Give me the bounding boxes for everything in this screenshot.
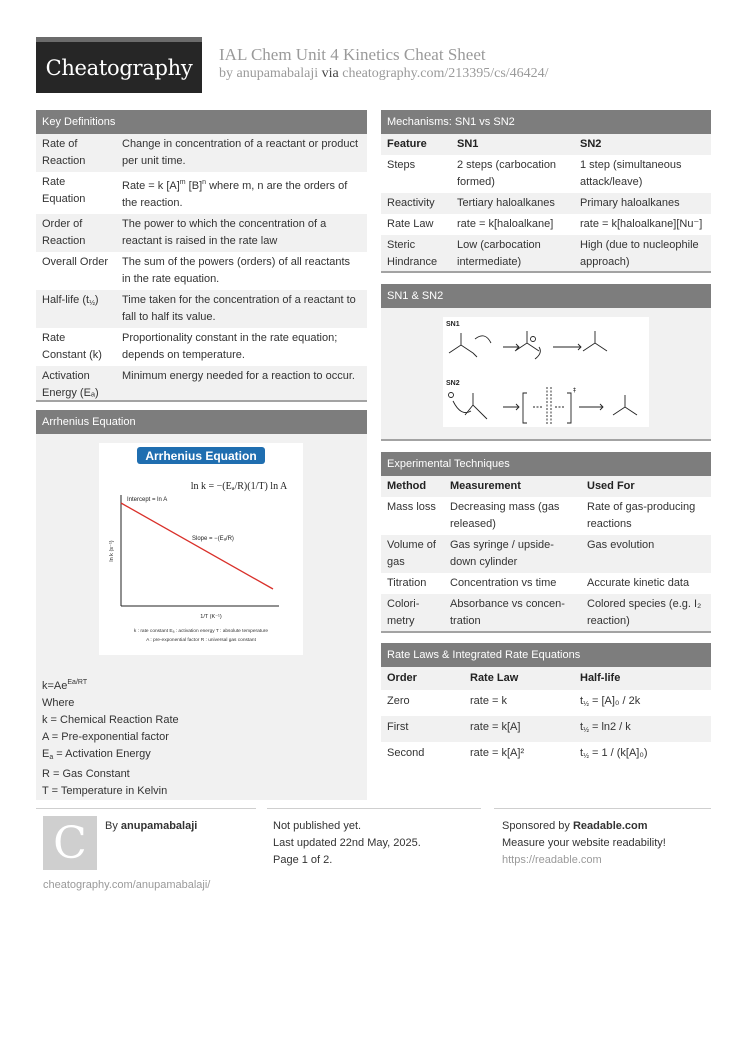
term-sub: ½ bbox=[89, 300, 95, 307]
via-text: via bbox=[321, 66, 339, 81]
rate-laws-table bbox=[381, 667, 711, 768]
table-cell bbox=[574, 690, 711, 716]
table-cell: 2 steps (carbocation formed) bbox=[457, 159, 557, 188]
table-row bbox=[381, 690, 711, 716]
table-cell: Rate of gas-producing reactions bbox=[587, 501, 696, 530]
sn1-arrow-1 bbox=[503, 344, 519, 350]
cheatography-logo[interactable] bbox=[36, 37, 202, 93]
table-cell: rate = k[haloalkane][Nu⁻] bbox=[580, 218, 703, 230]
table-cell: Second bbox=[387, 747, 425, 759]
table-cell: Mass loss bbox=[387, 501, 436, 513]
ts-bracket-left bbox=[523, 393, 527, 423]
sponsor-link[interactable]: Readable.com bbox=[572, 820, 648, 832]
half-life-expr: = ln2 / k bbox=[591, 721, 631, 733]
table-cell bbox=[574, 742, 711, 768]
half-sub: ½ bbox=[583, 727, 589, 734]
experimental-title: Experimental Techniques bbox=[381, 452, 711, 476]
footer-author bbox=[105, 818, 197, 835]
column-header: Used For bbox=[587, 480, 635, 492]
arrhenius-figure bbox=[99, 443, 303, 655]
table-row bbox=[381, 573, 711, 594]
table-row bbox=[381, 214, 711, 235]
table-row bbox=[381, 235, 711, 273]
arrhenius-panel bbox=[36, 410, 367, 799]
ts-bracket-right bbox=[567, 393, 571, 423]
table-cell: Decreasing mass (gas released) bbox=[450, 501, 560, 530]
footer-author-link[interactable]: anupamabalaji bbox=[120, 820, 198, 832]
definition: The power to which the concentration of a reactant is raised in the rate law bbox=[122, 218, 327, 247]
sn-diagram-panel bbox=[381, 284, 711, 441]
column-header: SN1 bbox=[457, 138, 479, 150]
experimental-panel bbox=[381, 452, 711, 633]
ea-symbol: E bbox=[42, 748, 50, 760]
sn1-curly-arrow bbox=[475, 336, 491, 343]
table-cell: Colori-metry bbox=[387, 598, 420, 627]
definition bbox=[116, 172, 367, 214]
ea-subscript: a bbox=[49, 754, 54, 761]
table-cell bbox=[574, 716, 711, 742]
table-header-row bbox=[381, 476, 711, 497]
mechanisms-table bbox=[381, 134, 711, 273]
transition-state bbox=[533, 387, 565, 425]
nucleophile-charge bbox=[449, 393, 454, 398]
column-header: SN2 bbox=[580, 138, 602, 150]
ts-mark: ‡ bbox=[573, 387, 576, 394]
table-cell: Titration bbox=[387, 577, 427, 589]
table-row bbox=[36, 328, 367, 366]
column-header: Half-life bbox=[580, 672, 621, 684]
table-cell: High (due to nucleophile approach) bbox=[580, 239, 699, 268]
y-axis-label: ln k (s⁻¹) bbox=[109, 540, 115, 562]
table-cell: rate = k[A] bbox=[470, 721, 521, 733]
half-sub: ½ bbox=[583, 701, 589, 708]
half-life-expr: = 1 / (k[A]₀) bbox=[591, 747, 648, 759]
definition-line: T = Temperature in Kelvin bbox=[42, 785, 168, 797]
column-header: Feature bbox=[387, 138, 427, 150]
table-cell: rate = k[haloalkane] bbox=[457, 218, 554, 230]
table-row bbox=[381, 742, 711, 768]
table-cell: Primary haloalkanes bbox=[580, 197, 680, 209]
def-part: [B] bbox=[185, 180, 203, 192]
sn1-product bbox=[583, 331, 607, 351]
table-row bbox=[381, 716, 711, 742]
where-label: Where bbox=[42, 697, 75, 709]
definition-line bbox=[42, 746, 361, 766]
definition-line: R = Gas Constant bbox=[42, 768, 130, 780]
table-header-row bbox=[381, 667, 711, 690]
trend-line bbox=[121, 503, 273, 589]
formula-exponent: Ea/RT bbox=[67, 679, 88, 686]
term bbox=[36, 290, 116, 328]
t-symbol: t bbox=[580, 721, 584, 733]
column-header: Measurement bbox=[450, 480, 521, 492]
plus-charge bbox=[531, 337, 536, 342]
table-cell: Low (carbocation intermediate) bbox=[457, 239, 541, 268]
legend-line-2: A : pre-exponential factor R : universal gas constant bbox=[146, 638, 256, 643]
mechanisms-panel bbox=[381, 110, 711, 273]
term: Rate of Reaction bbox=[42, 138, 86, 167]
mechanisms-title: Mechanisms: SN1 vs SN2 bbox=[381, 110, 711, 134]
table-cell: Rate Law bbox=[387, 218, 434, 230]
rate-laws-panel bbox=[381, 643, 711, 760]
table-row bbox=[36, 290, 367, 328]
column-header: Method bbox=[387, 480, 427, 492]
footer-divider bbox=[36, 808, 256, 809]
table-cell: Zero bbox=[387, 695, 410, 707]
by-text: By bbox=[105, 820, 118, 832]
arrhenius-plot bbox=[99, 443, 303, 655]
logo-text: Cheatography bbox=[45, 55, 193, 80]
arrhenius-notes bbox=[36, 668, 367, 800]
table-cell: 1 step (simultaneous attack/leave) bbox=[580, 159, 682, 188]
table-row bbox=[381, 193, 711, 214]
avatar-letter: C bbox=[53, 817, 87, 869]
key-definitions-panel bbox=[36, 110, 367, 402]
table-cell: Volume of gas bbox=[387, 539, 436, 568]
table-row bbox=[36, 214, 367, 252]
sn2-arrow-1 bbox=[503, 404, 519, 410]
term-part: ) bbox=[94, 294, 99, 306]
term: Overall Order bbox=[42, 256, 109, 268]
arrhenius-title: Arrhenius Equation bbox=[36, 410, 367, 434]
table-row bbox=[36, 366, 367, 404]
t-symbol: t bbox=[580, 695, 584, 707]
table-row bbox=[381, 155, 711, 193]
half-life-expr: = [A]₀ / 2k bbox=[591, 695, 641, 707]
sn-mechanism-drawing bbox=[443, 317, 649, 427]
definition: Proportionality constant in the rate equation; depends on temperature. bbox=[122, 332, 338, 361]
term: Order of Reaction bbox=[42, 218, 86, 247]
legend-line-1: k : rate constant Eₐ : activation energy T : absolute temperature bbox=[133, 629, 269, 634]
ea-text: = Activation Energy bbox=[53, 748, 151, 760]
sponsor-prefix: Sponsored by bbox=[502, 820, 570, 832]
footer-divider bbox=[267, 808, 481, 809]
x-axis-label: 1/T (K⁻¹) bbox=[200, 614, 222, 620]
t-symbol: t bbox=[580, 747, 584, 759]
slope-label: Slope = −(Eₐ/R) bbox=[192, 536, 234, 542]
formula-base: k=Ae bbox=[42, 680, 68, 692]
sponsor-url-link[interactable]: https://readable.com bbox=[502, 854, 602, 866]
table-header-row bbox=[381, 134, 711, 155]
sponsor-line bbox=[502, 818, 666, 835]
sn2-reactant bbox=[465, 393, 487, 419]
formula-text: ln k = −(Eₐ/R)(1/T) ln A bbox=[190, 481, 288, 492]
exponent-m: m bbox=[179, 179, 186, 186]
def-part: Rate = k [A] bbox=[122, 180, 180, 192]
definition: Minimum energy needed for a reaction to occur. bbox=[122, 370, 355, 382]
definition: Change in concentration of a reactant or product per unit time. bbox=[122, 138, 359, 167]
term: Activation Energy (Eₐ) bbox=[42, 370, 99, 399]
footer-status bbox=[273, 818, 421, 869]
banner-text: Arrhenius Equation bbox=[145, 449, 257, 463]
rate-laws-title: Rate Laws & Integrated Rate Equations bbox=[381, 643, 711, 667]
table-cell: Gas evolution bbox=[587, 539, 655, 551]
table-cell: Concentration vs time bbox=[450, 577, 557, 589]
term: Rate Constant (k) bbox=[42, 332, 102, 361]
publish-status: Not published yet. bbox=[273, 820, 362, 832]
definition: Time taken for the concentration of a reactant to fall to half its value. bbox=[122, 294, 356, 323]
table-cell: Colored species (e.g. I₂ reaction) bbox=[587, 598, 702, 627]
half-sub: ½ bbox=[583, 753, 589, 760]
sn2-label: SN2 bbox=[446, 380, 460, 387]
footer-divider bbox=[494, 808, 711, 809]
footer-sponsor bbox=[502, 818, 666, 869]
table-cell: Steric Hindrance bbox=[387, 239, 438, 268]
definition-line: k = Chemical Reaction Rate bbox=[42, 714, 179, 726]
table-cell: First bbox=[387, 721, 409, 733]
sn1-reactant bbox=[449, 333, 477, 357]
page-number: Page 1 of 2. bbox=[273, 854, 333, 866]
definition: The sum of the powers (orders) of all reactants in the rate equation. bbox=[122, 256, 351, 285]
page-title: IAL Chem Unit 4 Kinetics Cheat Sheet bbox=[219, 45, 486, 64]
table-row bbox=[381, 535, 711, 573]
footer-profile-link[interactable]: cheatography.com/anupamabalaji/ bbox=[43, 879, 211, 891]
term-part: Half-life (t bbox=[42, 294, 90, 306]
by-text: by bbox=[219, 66, 233, 81]
exponent-n: n bbox=[202, 179, 207, 186]
sn1-label: SN1 bbox=[446, 321, 460, 328]
table-cell: Absorbance vs concen-tration bbox=[450, 598, 565, 627]
sn2-arrow-2 bbox=[579, 404, 603, 410]
definition-line: A = Pre-exponential factor bbox=[42, 731, 169, 743]
table-cell: Gas syringe / upside-down cylinder bbox=[450, 539, 554, 568]
arrhenius-formula bbox=[42, 674, 361, 695]
byline bbox=[219, 66, 549, 82]
table-row bbox=[381, 497, 711, 535]
intercept-label: Intercept = ln A bbox=[127, 497, 168, 503]
sponsor-tagline: Measure your website readability! bbox=[502, 837, 666, 849]
table-row bbox=[36, 134, 367, 172]
def-part: where m, n are the orders of the reaction. bbox=[122, 180, 348, 209]
sn-diagram-title: SN1 & SN2 bbox=[381, 284, 711, 308]
sn2-product bbox=[613, 395, 637, 415]
sn1-arrow-2 bbox=[553, 344, 581, 350]
author-link[interactable]: anupamabalaji bbox=[236, 66, 319, 81]
key-definitions-title: Key Definitions bbox=[36, 110, 367, 134]
table-cell: Tertiary haloalkanes bbox=[457, 197, 555, 209]
table-row bbox=[36, 252, 367, 290]
table-row bbox=[36, 172, 367, 214]
column-header: Order bbox=[387, 672, 417, 684]
table-row bbox=[381, 594, 711, 632]
last-updated: Last updated 22nd May, 2025. bbox=[273, 837, 421, 849]
sn-mechanism-figure bbox=[443, 317, 649, 427]
experimental-table bbox=[381, 476, 711, 632]
term: Rate Equation bbox=[42, 176, 86, 205]
sheet-url-link[interactable]: cheatography.com/213395/cs/46424/ bbox=[342, 66, 549, 81]
table-cell: rate = k[A]² bbox=[470, 747, 525, 759]
table-cell: Accurate kinetic data bbox=[587, 577, 690, 589]
key-definitions-table bbox=[36, 134, 367, 404]
table-cell: Reactivity bbox=[387, 197, 435, 209]
table-cell: Steps bbox=[387, 159, 416, 171]
table-cell: rate = k bbox=[470, 695, 507, 707]
column-header: Rate Law bbox=[470, 672, 519, 684]
avatar[interactable] bbox=[43, 816, 97, 870]
